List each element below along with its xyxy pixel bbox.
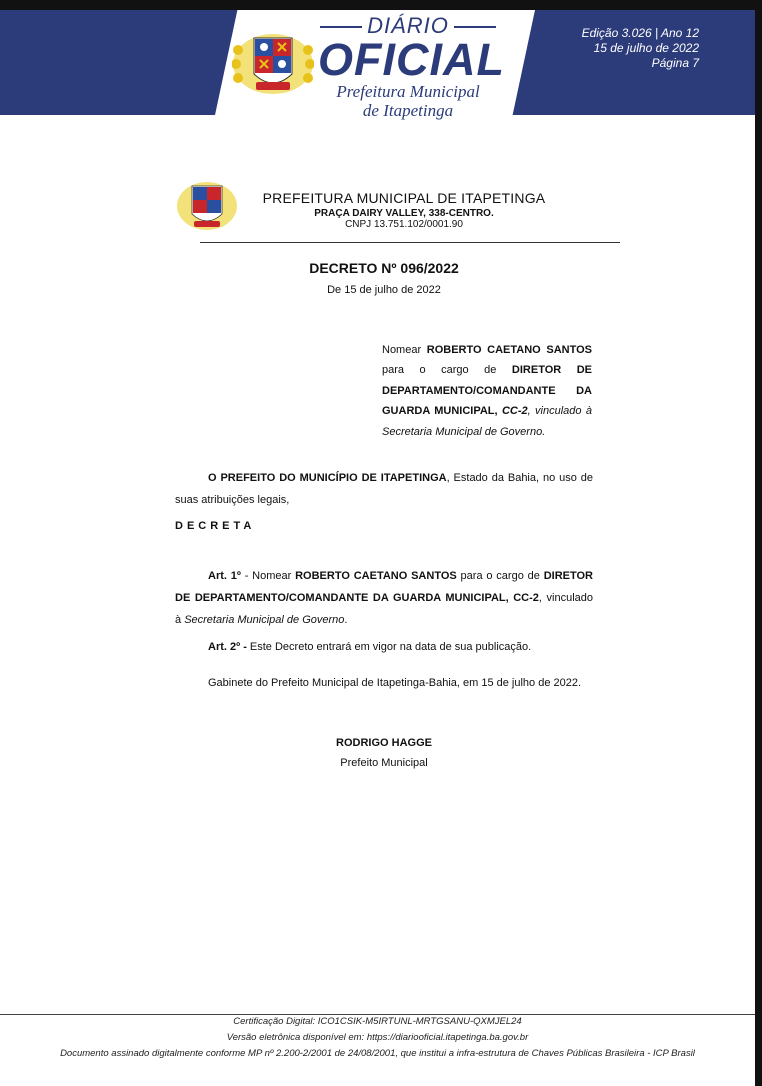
edition-number: Edição 3.026 | Ano 12 [581, 26, 699, 40]
signer-name: RODRIGO HAGGE [336, 737, 432, 749]
masthead-oficial: OFICIAL [318, 34, 505, 85]
footer-certification: Certificação Digital: ICO1CSIK-M5IRTUNL-MRTGSANU-QXMJEL24 [233, 1016, 522, 1027]
masthead-prefeitura-line1: Prefeitura Municipal [336, 82, 480, 101]
article-1 [175, 566, 593, 631]
article-1-position: DIRETOR DE DEPARTAMENTO/COMANDANTE DA GUARDA MUNICIPAL, CC-2 [175, 570, 593, 604]
article-1-label: Art. 1º [208, 570, 241, 582]
letterhead [176, 180, 626, 250]
article-2-label: Art. 2º - [208, 641, 247, 653]
summary-verb: Nomear [382, 344, 422, 356]
masthead-diario: DIÁRIO [367, 13, 449, 38]
summary-linked: , vinculado à Secretaria Municipal de Governo. [382, 405, 592, 438]
decree-closing [175, 673, 593, 695]
municipal-crest-logo [232, 30, 314, 98]
article-1-text: . [344, 613, 348, 626]
summary-text: para o cargo de [382, 364, 497, 377]
summary-person: ROBERTO CAETANO SANTOS [426, 344, 592, 356]
article-1-text: , vinculado à [175, 591, 593, 626]
article-1-person: ROBERTO CAETANO SANTOS [295, 570, 457, 582]
decree-date: De 15 de julho de 2022 [327, 284, 441, 296]
article-1-text: para o cargo de [456, 570, 544, 582]
document-page [0, 10, 755, 1086]
summary-cc: CC-2 [501, 405, 528, 418]
letterhead-address: PRAÇA DAIRY VALLEY, 338-CENTRO. [314, 208, 494, 219]
footer [0, 1014, 755, 1062]
municipal-crest-small-logo [176, 180, 238, 232]
footer-legal: Documento assinado digitalmente conforme MP nº 2.200-2/2001 de 24/08/2001, que institui a infra-estrutura de Chaves Públicas Brasileira - ICP Brasil [60, 1048, 695, 1059]
article-1-secretaria: Secretaria Municipal de Governo [184, 613, 345, 626]
closing-text: Gabinete do Prefeito Municipal de Itapetinga-Bahia, em 15 de julho de 2022. [208, 677, 582, 689]
edition-date: 15 de julho de 2022 [593, 41, 699, 55]
article-2 [175, 637, 593, 659]
decreta-heading: DECRETA [175, 520, 256, 532]
signer-role: Prefeito Municipal [340, 757, 428, 769]
edition-info [582, 26, 699, 71]
decree-preamble [175, 468, 593, 512]
masthead-title [318, 13, 505, 120]
letterhead-cnpj: CNPJ 13.751.102/0001.90 [345, 219, 463, 230]
article-1-text: - Nomear [240, 570, 296, 582]
decree-summary [382, 340, 592, 442]
letterhead-divider [200, 242, 620, 243]
preamble-authority: O PREFEITO DO MUNICÍPIO DE ITAPETINGA [208, 472, 447, 484]
decree-title: DECRETO Nº 096/2022 [309, 260, 459, 276]
summary-position: DIRETOR DE DEPARTAMENTO/COMANDANTE DA GUARDA MUNICIPAL, [382, 364, 593, 418]
preamble-text: , Estado da Bahia, no uso de suas atribuições legais, [175, 472, 593, 506]
footer-version-link: Versão eletrônica disponível em: https://diariooficial.itapetinga.ba.gov.br [226, 1032, 529, 1043]
letterhead-name: PREFEITURA MUNICIPAL DE ITAPETINGA [262, 190, 546, 206]
page-number: Página 7 [651, 56, 699, 70]
masthead-prefeitura-line2: de Itapetinga [362, 101, 454, 120]
article-2-text: Este Decreto entrará em vigor na data de sua publicação. [246, 641, 532, 653]
